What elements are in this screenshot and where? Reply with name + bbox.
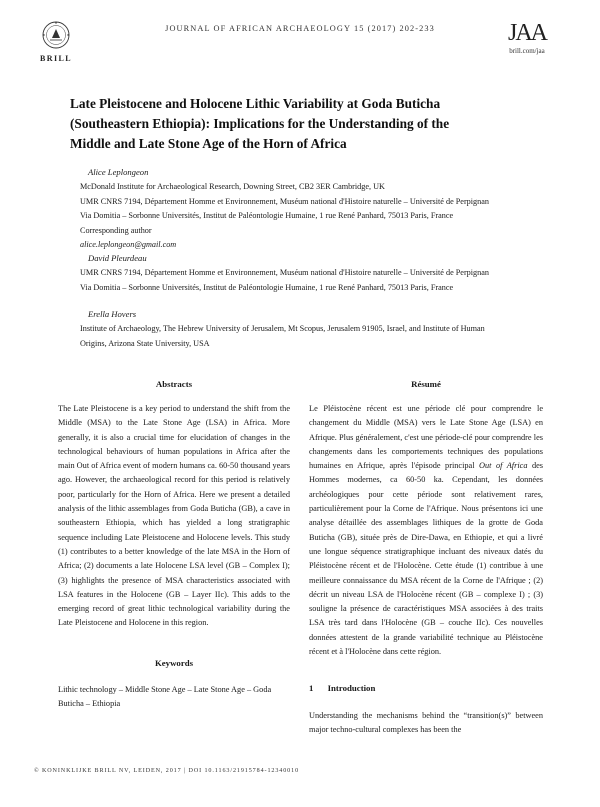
resume-text-part: Le Pléistocène récent est une période clé pour comprendre le changement du Middle (MSA) vers le Late Stone Age (LSA) en Afrique. Plus généralement, c'est une période-clé pour comprendre les changements dans les comportements techniques des populations humaines en Afrique, après l'épisode principal — [309, 404, 543, 471]
title-line: Late Pleistocene and Holocene Lithic Variability at Goda Buticha — [70, 96, 441, 111]
abstract-heading: Abstracts — [155, 379, 193, 389]
brill-logo-text: BRILL — [40, 54, 72, 63]
resume-italic-term: Out of Africa — [479, 461, 528, 471]
section-number: 1 — [309, 683, 314, 693]
article-title — [70, 94, 550, 154]
page-footer: © KONINKLIJKE BRILL NV, LEIDEN, 2017 | DOI 10.1163/21915784-12340010 — [34, 768, 300, 774]
resume-text — [309, 402, 543, 659]
author-affiliation — [80, 322, 560, 351]
title-line: (Southeastern Ethiopia): Implications for the Understanding of the — [70, 116, 450, 131]
affiliation-line: Via Domitia – Sorbonne Universités, Institut de Paléontologie Humaine, 1 rue René Panhard, 75013 Paris, France — [80, 211, 454, 220]
abstract-text: The Late Pleistocene is a key period to understand the shift from the Middle (MSA) to the Late Stone Age (LSA) in Africa. More generally, it is also a crucial time for elucidation of changes in the technological behaviours of human populations in Africa after the main Out of Africa event of modern humans ca. 60-50 thousand years ago. However, the archaeological record for this period is relatively poor, particularly for the Horn of Africa. Here we present a detailed analysis of the lithic assemblages from Goda Buticha (GB), a cave in southeastern Ethiopia, which has yielded a long stratigraphic sequence including Late Pleistocene and Holocene levels. This study (1) contributes to a better knowledge of the late MSA in the Horn of Africa; (2) documents a late Holocene LSA level (GB – Complex I); (3) highlights the presence of MSA characteristics associated with LSA features in the Holocene (GB – Layer IIc). This adds to the emerging record of great lithic technological variability during the Late Pleistocene and Holocene in this region. — [58, 404, 290, 628]
author-name: Erella Hovers — [88, 309, 137, 319]
affiliation-line: Institute of Archaeology, The Hebrew University of Jerusalem, Mt Scopus, Jerusalem 91905, Israel, and Institute of Human — [80, 324, 485, 333]
jaa-logo — [502, 16, 552, 55]
author-affiliation — [80, 180, 560, 253]
keywords-heading: Keywords — [154, 658, 194, 668]
affiliation-line: UMR CNRS 7194, Département Homme et Environnement, Muséum national d'Histoire naturelle – Université de Perpignan — [80, 268, 489, 277]
resume-heading: Résumé — [411, 379, 441, 389]
introduction-text: Understanding the mechanisms behind the “transition(s)” between major techno-cultural complexes has been the — [309, 711, 543, 735]
affiliation-line: UMR CNRS 7194, Département Homme et Environnement, Muséum national d'Histoire naturelle – Université de Perpignan — [80, 196, 489, 206]
resume-text-part: des Hommes modernes, ca 60-50 ka. Cependant, les données archéologiques pour cette période sont relativement rares, particulièrement pour la Corne de l'Afrique. Nous présentons ici une analyse détaillée des assemblages lithiques de la grotte de Goda Buticha (GB), située près de Dire-Dawa, en Ethiopie, et qui a livré une longue séquence stratigraphique incluant des niveaux datés du Pléistocène récent et de l'Holocène. Cette étude (1) contribue à une meilleure connaissance du MSA récent de la Corne de l'Afrique ; (2) décrit un niveau LSA de l'Holocène récent (GB – complexe I) ; (3) souligne la présence de caractéristiques MSA associées à des traits LSA très tard dans l'Holocène (GB – couche IIc). Ces nouvelles données attestent de la grande variabilité technique au Pléistocène récent et à l'Holocène dans cette région. — [309, 461, 544, 657]
jaa-logo-text: JAA — [507, 20, 547, 46]
affiliation-line: McDonald Institute for Archaeological Research, Downing Street, CB2 3ER Cambridge, UK — [80, 182, 385, 191]
affiliation-line: Corresponding author — [80, 225, 152, 235]
journal-running-header: JOURNAL OF AFRICAN ARCHAEOLOGY 15 (2017) 202-233 — [165, 24, 435, 33]
jaa-url[interactable]: brill.com/jaa — [509, 47, 545, 55]
author-email[interactable]: alice.leplongeon@gmail.com — [80, 240, 177, 249]
title-line: Middle and Late Stone Age of the Horn of Africa — [70, 136, 347, 151]
author-name: David Pleurdeau — [88, 253, 147, 263]
author-name: Alice Leplongeon — [88, 167, 149, 177]
introduction-heading — [309, 683, 375, 693]
jaa-logo-icon — [504, 16, 550, 46]
affiliation-line: Via Domitia – Sorbonne Universités, Institut de Paléontologie Humaine, 1 rue René Panhard, 75013 Paris, France — [80, 282, 454, 292]
author-affiliation — [80, 266, 560, 295]
section-title: Introduction — [327, 683, 376, 693]
keywords-text: Lithic technology – Middle Stone Age – Late Stone Age – Goda Buticha – Ethiopia — [58, 685, 272, 709]
affiliation-line: Origins, Arizona State University, USA — [80, 338, 210, 348]
